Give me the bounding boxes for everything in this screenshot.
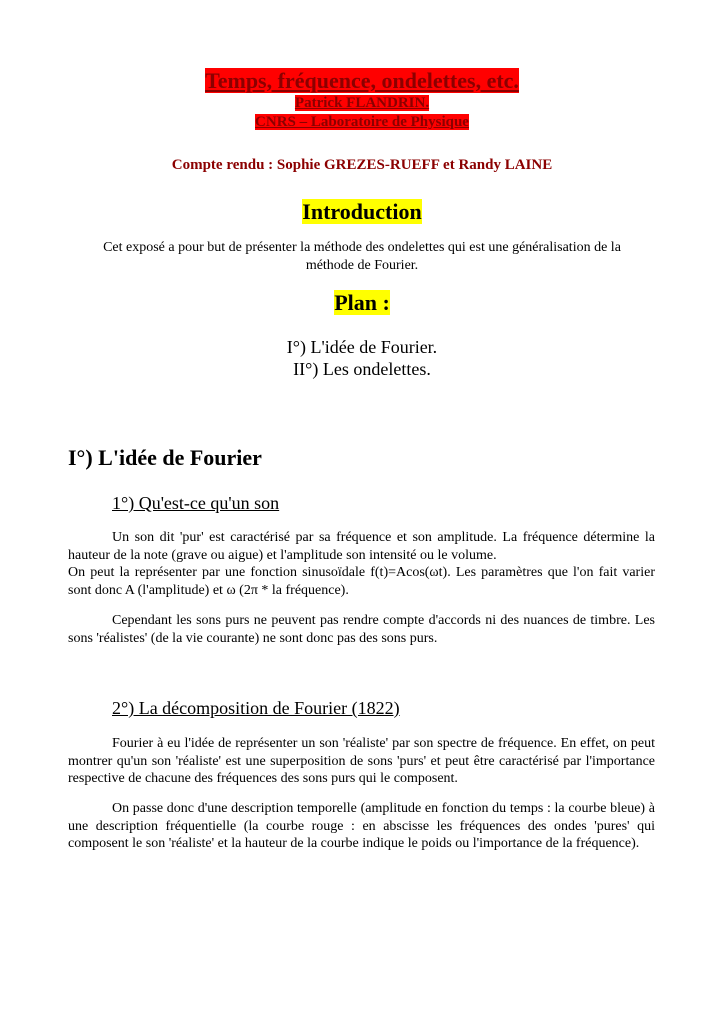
introduction-heading-text: Introduction xyxy=(302,199,422,224)
author-text: Patrick FLANDRIN. xyxy=(294,95,430,111)
paragraph xyxy=(68,735,655,788)
introduction-text: Cet exposé a pour but de présenter la méthode des ondelettes qui est une généralisation de la méthode de Fourier. xyxy=(103,240,621,273)
paragraph-text: Un son dit 'pur' est caractérisé par sa fréquence et son amplitude. La fréquence détermine la hauteur de la note (grave ou aigue) et l'amplitude son intensité ou le volume. xyxy=(68,530,655,563)
compte-rendu: Compte rendu : Sophie GREZES-RUEFF et Randy LAINE xyxy=(171,157,553,173)
paragraph xyxy=(68,529,655,564)
lab-text: CNRS – Laboratoire de Physique xyxy=(255,114,469,130)
subsection-heading: 2°) La décomposition de Fourier (1822) xyxy=(112,698,400,718)
introduction-heading xyxy=(0,198,724,226)
author-line xyxy=(0,94,724,113)
paragraph-text: Fourier à eu l'idée de représenter un son 'réaliste' par son spectre de fréquence. En effet, on peut montrer qu'un son 'réaliste' est une superposition de sons 'purs' et peut être caractérisé par l'importance respective de chacune des fréquences des sons purs qui le composent. xyxy=(68,736,655,786)
plan-heading-text: Plan : xyxy=(334,290,390,315)
plan-item: II°) Les ondelettes. xyxy=(293,359,431,379)
document-title xyxy=(0,68,724,94)
paragraph xyxy=(68,800,655,853)
paragraph xyxy=(68,612,655,647)
plan-item: I°) L'idée de Fourier. xyxy=(286,337,438,357)
paragraph: On peut la représenter par une fonction sinusoïdale f(t)=Acos(ωt). Les paramètres que l'on fait varier sont donc A (l'amplitude) et ω (2π * la fréquence). xyxy=(68,565,655,598)
section-heading: I°) L'idée de Fourier xyxy=(68,445,262,470)
subsection-heading: 1°) Qu'est-ce qu'un son xyxy=(112,493,280,513)
plan-heading xyxy=(0,289,724,317)
paragraph-text: Cependant les sons purs ne peuvent pas rendre compte d'accords ni des nuances de timbre. Les sons 'réalistes' (de la vie courante) ne sont donc pas des sons purs. xyxy=(68,613,655,646)
lab-line xyxy=(0,113,724,132)
paragraph-text: On passe donc d'une description temporelle (amplitude en fonction du temps : la courbe bleue) à une description fréquentielle (la courbe rouge : en abscisse les fréquences des ondes 'pures' qui composent le son 'réaliste' et la hauteur de la courbe indique le poids ou l'importance de la fréquence). xyxy=(68,801,655,851)
title-text: Temps, fréquence, ondelettes, etc. xyxy=(205,68,519,93)
